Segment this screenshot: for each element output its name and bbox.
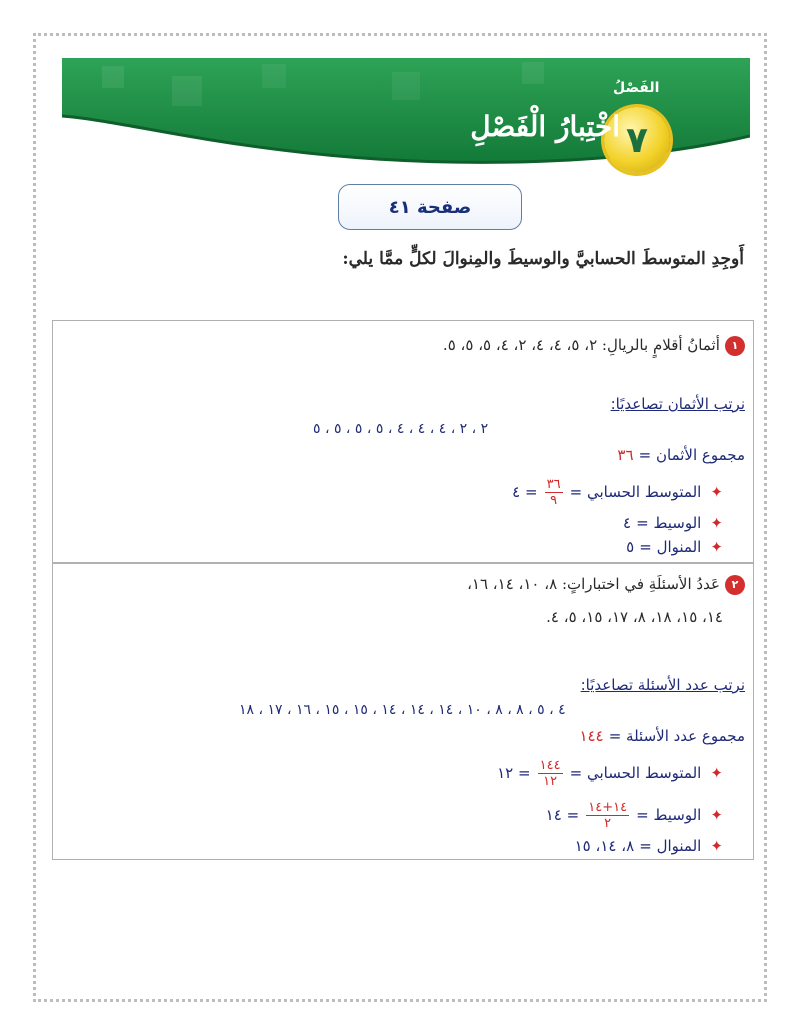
q2-sorted-heading: نرتب عدد الأسئلة تصاعديًا: (580, 676, 745, 694)
q2-median-denominator: ٢ (604, 816, 612, 831)
q2-median-numerator: ١٤+١٤ (588, 800, 628, 815)
q2-mean-result: = ١٢ (497, 764, 531, 782)
chapter-title: اخْتِبارُ الْفَصْلِ (470, 110, 620, 143)
q1-mean-denominator: ٩ (550, 493, 558, 508)
q1-mean-line (512, 477, 723, 508)
chapter-number: ٧ (626, 119, 648, 161)
bullet-icon: ✦ (710, 483, 723, 501)
q1-mean-label: المتوسط الحسابي = (569, 483, 702, 501)
q2-mode-line (575, 836, 723, 855)
q1-mean-fraction (545, 477, 563, 508)
question-2-box (52, 563, 754, 860)
q2-median-line (546, 800, 723, 831)
q1-sum-value: ٣٦ (617, 446, 634, 464)
q1-median-value: ٤ (623, 514, 632, 532)
q1-sum-line (617, 445, 745, 464)
question-2-text-2: ١٤، ١٥، ١٨، ٨، ١٧، ١٥، ٥، ٤. (546, 608, 723, 626)
q1-sum-label: مجموع الأثمان = (638, 446, 745, 464)
q1-median-label: الوسيط = (636, 514, 702, 532)
q1-sorted-values: ٢ ، ٢ ، ٤ ، ٤ ، ٤ ، ٥ ، ٥ ، ٥ ، ٥ (313, 421, 489, 437)
q2-mode-value: ٨، ١٤، ١٥ (574, 837, 635, 855)
q2-mean-fraction (538, 758, 563, 789)
q2-median-result: = ١٤ (545, 806, 580, 824)
q2-sum-value: ١٤٤ (579, 727, 604, 745)
q1-sorted-heading: نرتب الأثمان تصاعديًا: (610, 395, 745, 413)
bullet-icon: ✦ (710, 514, 723, 532)
instruction-text: أَوجِدِ المتوسطَ الحسابيَّ والوسيطَ والمِنوالَ لكلٍّ ممَّا يلي: (342, 249, 744, 269)
question-2-line (467, 574, 745, 595)
q1-mode-label: المنوال = (639, 538, 702, 556)
question-1-box (52, 320, 754, 563)
question-2-number: ٢ (725, 575, 745, 595)
question-2-text-1: عَددُ الأسئلَةِ في اختباراتٍ: ٨، ١٠، ١٤، ١٦، (467, 575, 720, 593)
question-1-text: أثمانُ أقلامٍ بالريالِ: ٢، ٥، ٤، ٤، ٢، ٤، ٥، ٥، ٥. (442, 336, 720, 354)
page-label-box (338, 184, 522, 230)
q2-median-fraction (586, 800, 629, 831)
bullet-icon: ✦ (710, 837, 723, 855)
q1-mean-numerator: ٣٦ (546, 477, 561, 492)
chapter-label: الفَصْلُ (613, 80, 660, 96)
q2-mode-label: المنوال = (639, 837, 702, 855)
page-label: صفحة ٤١ (388, 196, 472, 218)
q2-median-label: الوسيط = (636, 806, 702, 824)
q1-mode-line (626, 537, 723, 556)
q2-sum-line (579, 726, 745, 745)
bullet-icon: ✦ (710, 538, 723, 556)
q1-mean-result: = ٤ (512, 483, 538, 501)
q2-mean-label: المتوسط الحسابي = (569, 764, 702, 782)
bullet-icon: ✦ (710, 764, 723, 782)
q2-sorted-values: ٤ ، ٥ ، ٨ ، ٨ ، ١٠ ، ١٤ ، ١٤ ، ١٤ ، ١٥ ، ١٥ ، ١٦ ، ١٧ ، ١٨ (239, 702, 566, 718)
question-1-line (443, 335, 745, 356)
bullet-icon: ✦ (710, 806, 723, 824)
q2-mean-denominator: ١٢ (543, 774, 558, 789)
q1-median-line (623, 513, 723, 532)
q2-mean-line (497, 758, 723, 789)
question-1-number: ١ (725, 336, 745, 356)
q2-sum-label: مجموع عدد الأسئلة = (608, 727, 745, 745)
q2-mean-numerator: ١٤٤ (539, 758, 561, 773)
q1-mode-value: ٥ (626, 538, 635, 556)
